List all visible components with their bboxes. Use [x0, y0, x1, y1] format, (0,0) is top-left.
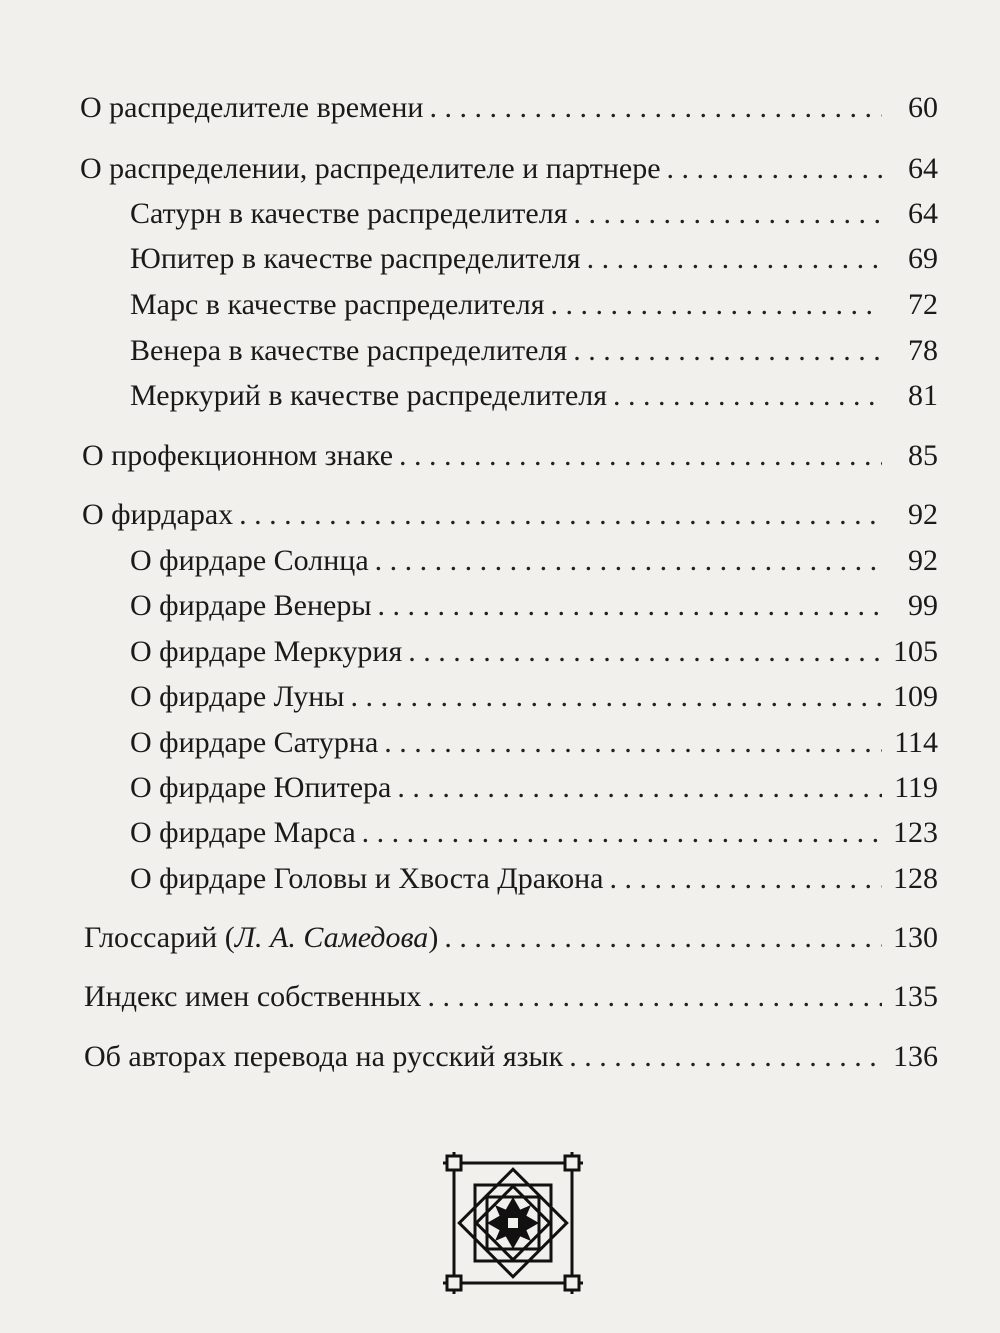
dot-leader [551, 287, 883, 323]
dot-leader [408, 634, 882, 670]
toc-entry-page: 114 [894, 726, 938, 759]
toc-entry-title: Марс в качестве распределителя [130, 288, 545, 321]
toc-entry [130, 287, 938, 323]
toc-entry-page: 123 [893, 816, 938, 849]
toc-entry-title: О фирдаре Сатурна [130, 726, 379, 759]
toc-entry-title: О фирдаре Венеры [130, 589, 372, 622]
toc-entry-title: Сатурн в качестве распределителя [130, 197, 568, 230]
dot-leader [429, 90, 882, 126]
dot-leader [362, 815, 882, 851]
dot-leader [427, 979, 882, 1015]
toc-entry-page: 92 [908, 544, 938, 577]
toc-entry-title: О фирдаре Марса [130, 816, 356, 849]
toc-entry-page: 78 [908, 334, 938, 367]
toc-entry [130, 588, 938, 624]
dot-leader [350, 679, 882, 715]
dot-leader [587, 241, 882, 277]
dot-leader [574, 196, 882, 232]
dot-leader [397, 770, 882, 806]
toc-entry [130, 543, 938, 579]
toc-entry-page: 85 [908, 439, 938, 472]
toc-entry-title: Юпитер в качестве распределителя [130, 242, 581, 275]
dot-leader [384, 725, 882, 761]
dot-leader [613, 378, 882, 414]
toc-entry-title-main: Глоссарий [84, 921, 218, 954]
toc-entry-title: Венера в качестве распределителя [130, 334, 568, 367]
toc-entry-title-author: Л. А. Самедова [234, 921, 429, 954]
toc-entry [84, 920, 938, 956]
toc-entry-title: Глоссарий (Л. А. Самедова) [84, 921, 439, 954]
toc-entry-title: О фирдаре Головы и Хвоста Дракона [130, 862, 604, 895]
toc-entry-page: 60 [908, 91, 938, 124]
toc-entry-page: 72 [908, 288, 938, 321]
toc-entry-page: 64 [908, 197, 938, 230]
toc-entry-page: 128 [893, 862, 938, 895]
toc-entry-page: 81 [908, 379, 938, 412]
dot-leader [610, 861, 883, 897]
dot-leader [375, 543, 882, 579]
toc-entry-title: О фирдаре Солнца [130, 544, 369, 577]
toc-entry-title: О фирдарах [82, 498, 234, 531]
toc-entry [130, 634, 938, 670]
toc-entry [130, 725, 938, 761]
dot-leader [573, 333, 882, 369]
dot-leader [399, 438, 882, 474]
dot-leader [569, 1039, 882, 1075]
toc-entry-page: 136 [893, 1040, 938, 1073]
toc-entry-page: 92 [908, 498, 938, 531]
toc-entry-page: 64 [908, 152, 938, 185]
toc-entry-page: 119 [894, 771, 938, 804]
toc-entry-title: Меркурий в качестве распределителя [130, 379, 608, 412]
toc-entry-title: Индекс имен собственных [84, 980, 422, 1013]
toc-entry-page: 135 [893, 980, 938, 1013]
dot-leader [239, 497, 882, 533]
toc-entry [130, 378, 938, 414]
toc-entry [130, 679, 938, 715]
toc-entry-title: О фирдаре Луны [130, 680, 345, 713]
toc-entry [130, 815, 938, 851]
toc-entry [84, 1039, 938, 1075]
toc-entry-title: О фирдаре Юпитера [130, 771, 392, 804]
toc-entry-title: Об авторах перевода на русский язык [84, 1040, 564, 1073]
toc-entry-page: 105 [893, 635, 938, 668]
toc-entry [82, 438, 938, 474]
toc-entry [80, 90, 938, 126]
eight-pointed-star-ornament-icon [441, 1150, 585, 1296]
toc-entry-page: 130 [893, 921, 938, 954]
dot-leader [444, 920, 882, 956]
toc-entry-page: 109 [893, 680, 938, 713]
toc-entry [130, 333, 938, 369]
toc-entry-page: 99 [908, 589, 938, 622]
toc-entry [82, 497, 938, 533]
toc-entry [130, 241, 938, 277]
toc-entry [130, 861, 938, 897]
toc-entry-title: О распределителе времени [80, 91, 424, 124]
toc-entry-page: 69 [908, 242, 938, 275]
toc-entry [130, 196, 938, 232]
dot-leader [378, 588, 882, 624]
toc-entry-title: О фирдаре Меркурия [130, 635, 403, 668]
toc-entry-title: О распределении, распределителе и партнере [80, 152, 661, 185]
toc-entry [84, 979, 938, 1015]
dot-leader [667, 151, 882, 187]
toc-entry [130, 770, 938, 806]
toc-entry [80, 151, 938, 187]
toc-entry-title: О профекционном знаке [82, 439, 394, 472]
